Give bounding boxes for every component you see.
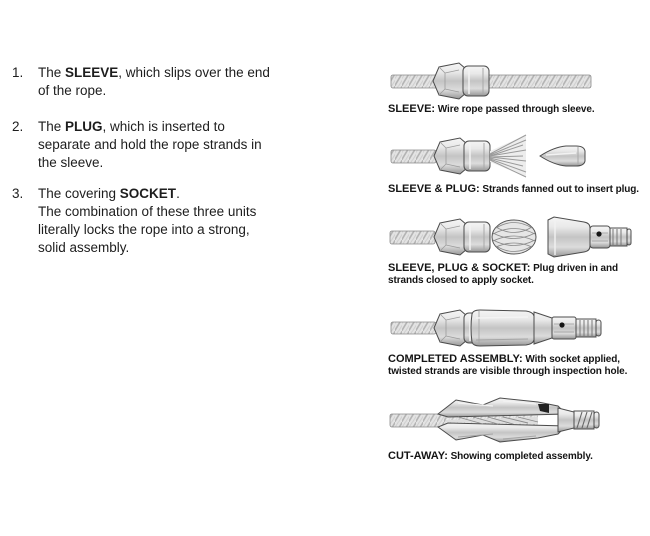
closed-strand-bulb (492, 220, 536, 254)
figure-caption (388, 184, 640, 196)
fanned-strands (490, 135, 526, 177)
list-item-sleeve (12, 64, 352, 100)
sleeve-fitting (433, 63, 489, 99)
item-number: 3. (12, 186, 24, 201)
completed-assembly-illustration (388, 305, 623, 351)
item-line: The SLEEVE, which slips over the end (38, 65, 270, 80)
wire-rope (391, 150, 436, 163)
figure-completed-assembly (388, 305, 640, 377)
instruction-list (12, 64, 352, 257)
item-line: of the rope. (38, 83, 107, 98)
wire-rope (390, 414, 445, 427)
inspection-hole (596, 231, 601, 236)
item-text (38, 64, 270, 100)
figure-sleeve-plug-socket (388, 214, 640, 286)
sleeve-fitting (434, 219, 490, 255)
wire-rope (391, 75, 591, 88)
wire-rope (391, 322, 436, 334)
caption-label: SLEEVE & PLUG: (388, 183, 480, 195)
socket (548, 217, 631, 257)
item-line: The PLUG, which is inserted to (38, 119, 225, 134)
inspection-hole (559, 322, 564, 327)
figure-caption (388, 451, 640, 463)
caption-text: With socket applied, twisted strands are visible through inspection hole. (388, 354, 628, 377)
sleeve-illustration (388, 60, 623, 102)
item-line: The covering SOCKET. (38, 186, 180, 201)
threaded-stud (558, 408, 599, 432)
cut-away-illustration (388, 396, 623, 444)
caption-label: COMPLETED ASSEMBLY: (388, 353, 523, 365)
caption-label: SLEEVE: (388, 103, 436, 115)
item-line: the sleeve. (38, 155, 104, 170)
caption-label: CUT-AWAY: (388, 450, 448, 462)
item-line: solid assembly. (38, 240, 130, 255)
socket-hex (534, 312, 576, 344)
cutaway-shell-bottom (438, 423, 566, 442)
plug (540, 146, 585, 166)
figure-caption (388, 354, 640, 377)
list-item-socket (12, 185, 352, 257)
item-line: The combination of these three units (38, 204, 257, 219)
item-number: 2. (12, 119, 24, 134)
figure-sleeve (388, 60, 640, 116)
item-text (38, 118, 262, 172)
caption-text: Strands fanned out to insert plug. (482, 184, 639, 195)
sleeve-plug-illustration (388, 134, 623, 178)
item-line: literally locks the rope into a strong, (38, 222, 250, 237)
caption-label: SLEEVE, PLUG & SOCKET: (388, 262, 531, 274)
socket-hex (590, 226, 610, 248)
figure-cut-away (388, 396, 640, 463)
item-text (38, 185, 256, 257)
caption-text: Wire rope passed through sleeve. (437, 104, 595, 115)
figure-caption (388, 104, 640, 116)
list-item-plug (12, 118, 352, 172)
wire-rope (390, 231, 435, 244)
caption-text: Showing completed assembly. (450, 451, 593, 462)
figure-caption (388, 263, 640, 286)
caption-text: Plug driven in and strands closed to apply socket. (388, 263, 618, 286)
sleeve-fitting (434, 138, 490, 174)
socket-barrel (471, 310, 534, 346)
threaded-stud (576, 319, 601, 337)
sleeve-plug-socket-illustration (388, 214, 638, 260)
item-line: separate and hold the rope strands in (38, 137, 262, 152)
item-number: 1. (12, 65, 24, 80)
figure-sleeve-plug (388, 134, 640, 196)
